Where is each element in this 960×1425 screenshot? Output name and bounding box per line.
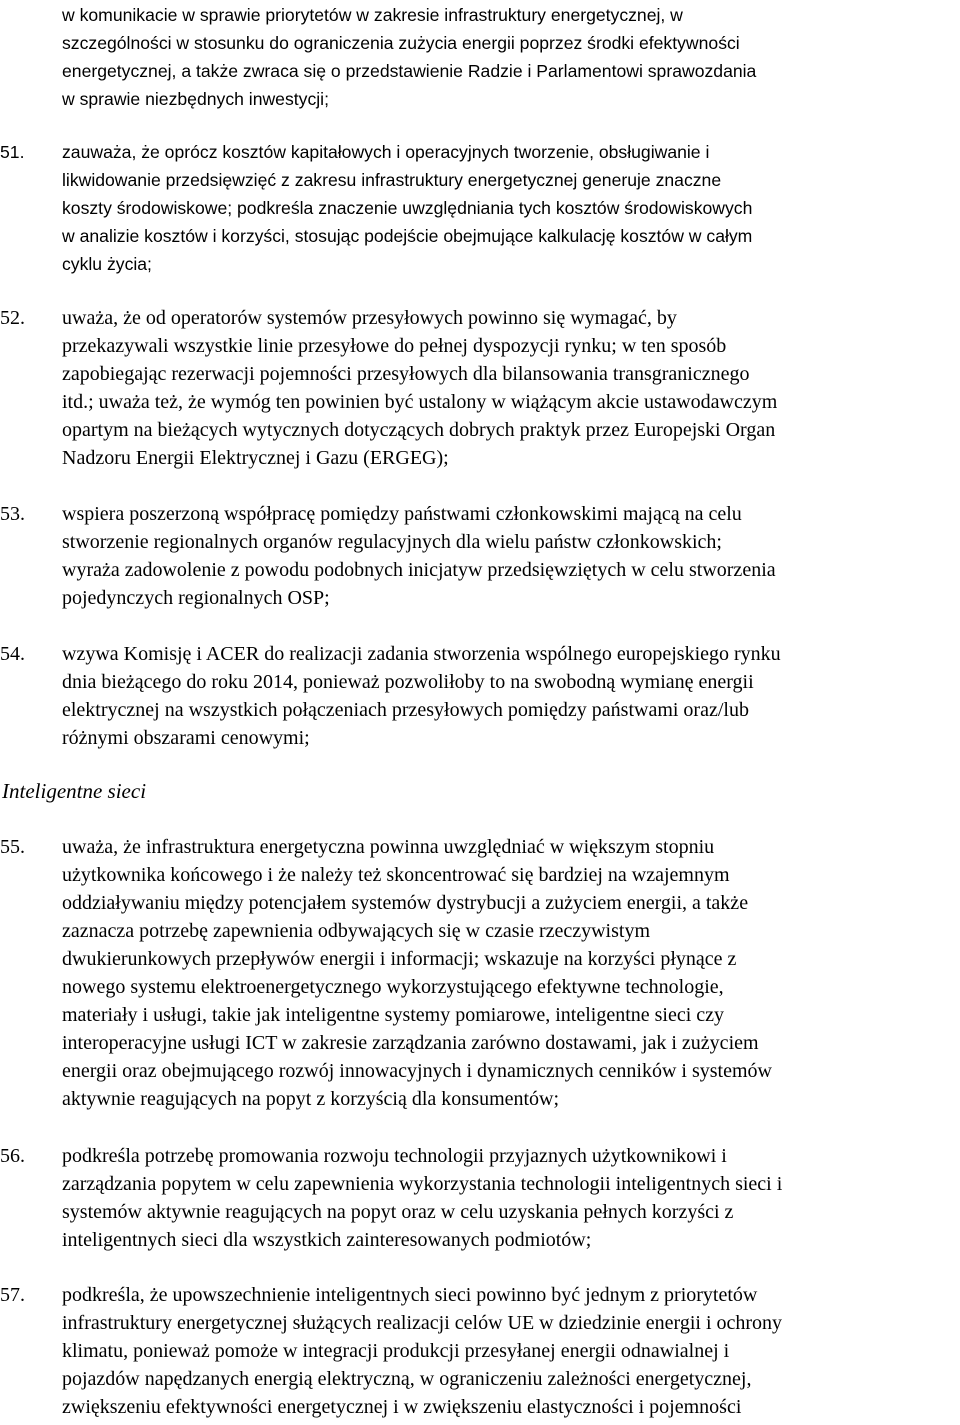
- text-line: różnymi obszarami cenowymi;: [62, 727, 310, 749]
- text-line: zarządzania popytem w celu zapewnienia wykorzystania technologii inteligentnych sieci i: [62, 1173, 783, 1195]
- paragraph-number: 51.: [0, 142, 25, 162]
- text-line: wyraża zadowolenie z powodu podobnych inicjatyw przedsięwziętych w celu stworzenia: [62, 559, 776, 581]
- text-line: aktywnie reagujących na popyt z korzyścią dla konsumentów;: [62, 1088, 560, 1110]
- paragraph-text: [62, 1281, 960, 1421]
- text-line: uważa, że od operatorów systemów przesyłowych powinno się wymagać, by: [62, 307, 677, 329]
- text-line: dnia bieżącego do roku 2014, ponieważ pozwoliłoby to na swobodną wymianę energii: [62, 671, 754, 693]
- text-line: klimatu, ponieważ pomoże w integracji produkcji przesyłanej energii odnawialnej i: [62, 1340, 730, 1362]
- text-line: interoperacyjne usługi ICT w zakresie zarządzania zarówno dostawami, jak i zużyciem: [62, 1032, 759, 1054]
- text-line: inteligentnych sieci dla wszystkich zainteresowanych podmiotów;: [62, 1229, 592, 1251]
- text-line: podkreśla potrzebę promowania rozwoju technologii przyjaznych użytkownikowi i: [62, 1145, 727, 1167]
- paragraph-text: [62, 500, 960, 612]
- text-line: energii oraz obejmującego rozwój innowacyjnych i dynamicznych cenników i systemów: [62, 1060, 772, 1082]
- text-line: zwiększeniu efektywności energetycznej i w zwiększeniu elastyczności i pojemności: [62, 1396, 742, 1418]
- text-line: podkreśla, że upowszechnienie inteligentnych sieci powinno być jednym z priorytetów: [62, 1284, 758, 1306]
- paragraph-text: [62, 1142, 960, 1254]
- paragraph-text: [62, 833, 960, 1113]
- text-line: nowego systemu elektroenergetycznego wykorzystującego efektywne technologie,: [62, 976, 724, 998]
- text-line: zapobiegając rezerwacji pojemności przesyłowych dla bilansowania transgranicznego: [62, 363, 750, 385]
- text-line: pojazdów napędzanych energią elektryczną, w ograniczeniu zależności energetycznej,: [62, 1368, 752, 1390]
- text-line: elektrycznej na wszystkich połączeniach przesyłowych pomiędzy państwami oraz/lub: [62, 699, 749, 721]
- section-heading: Inteligentne sieci: [2, 779, 147, 803]
- paragraph-text: [62, 640, 960, 752]
- text-line: systemów aktywnie reagujących na popyt oraz w celu uzyskania pełnych korzyści z: [62, 1201, 734, 1223]
- text-line: cyklu życia;: [62, 254, 152, 274]
- paragraph-text: [62, 304, 960, 472]
- text-line: dwukierunkowych przepływów energii i informacji; wskazuje na korzyści płynące z: [62, 948, 737, 970]
- text-line: wspiera poszerzoną współpracę pomiędzy państwami członkowskimi mającą na celu: [62, 503, 742, 525]
- paragraph-number: 55.: [0, 836, 25, 858]
- text-line: w analizie kosztów i korzyści, stosując podejście obejmujące kalkulację kosztów w całym: [62, 226, 753, 246]
- paragraph-text: [62, 1, 960, 113]
- paragraph-number: 53.: [0, 503, 25, 525]
- paragraph-number: 56.: [0, 1145, 25, 1167]
- text-line: zaznacza potrzebę zapewnienia odbywających się w czasie rzeczywistym: [62, 920, 651, 942]
- paragraph-number: 57.: [0, 1284, 25, 1306]
- text-line: użytkownika końcowego i że należy też skoncentrować się bardziej na wzajemnym: [62, 864, 730, 886]
- text-line: oddziaływaniu między potencjałem systemów dystrybucji a zużyciem energii, a także: [62, 892, 749, 914]
- text-line: likwidowanie przedsięwzięć z zakresu infrastruktury energetycznej generuje znaczne: [62, 170, 722, 190]
- text-line: w komunikacie w sprawie priorytetów w zakresie infrastruktury energetycznej, w: [62, 5, 683, 25]
- text-line: szczególności w stosunku do ograniczenia zużycia energii poprzez środki efektywności: [62, 33, 740, 53]
- text-line: materiały i usługi, takie jak inteligentne systemy pomiarowe, inteligentne sieci czy: [62, 1004, 725, 1026]
- text-line: pojedynczych regionalnych OSP;: [62, 587, 330, 609]
- text-line: infrastruktury energetycznej służących realizacji celów UE w dziedzinie energii i ochrony: [62, 1312, 783, 1334]
- text-line: koszty środowiskowe; podkreśla znaczenie uwzględniania tych kosztów środowiskowych: [62, 198, 753, 218]
- text-line: itd.; uważa też, że wymóg ten powinien być ustalony w wiążącym akcie ustawodawczym: [62, 391, 778, 413]
- text-line: przekazywali wszystkie linie przesyłowe do pełnej dyspozycji rynku; w ten sposób: [62, 335, 727, 357]
- text-line: wzywa Komisję i ACER do realizacji zadania stworzenia wspólnego europejskiego rynku: [62, 643, 781, 665]
- text-line: stworzenie regionalnych organów regulacyjnych dla wielu państw członkowskich;: [62, 531, 722, 553]
- text-line: uważa, że infrastruktura energetyczna powinna uwzględniać w większym stopniu: [62, 836, 715, 858]
- paragraph-number: 52.: [0, 307, 25, 329]
- text-line: zauważa, że oprócz kosztów kapitałowych i operacyjnych tworzenie, obsługiwanie i: [62, 142, 710, 162]
- text-line: opartym na bieżących wytycznych dotyczących dobrych praktyk przez Europejski Organ: [62, 419, 776, 441]
- text-line: w sprawie niezbędnych inwestycji;: [62, 89, 329, 109]
- text-line: energetycznej, a także zwraca się o przedstawienie Radzie i Parlamentowi sprawozdania: [62, 61, 757, 81]
- paragraph-text: [62, 138, 960, 278]
- text-line: Nadzoru Energii Elektrycznej i Gazu (ERGEG);: [62, 447, 449, 469]
- paragraph-number: 54.: [0, 643, 25, 665]
